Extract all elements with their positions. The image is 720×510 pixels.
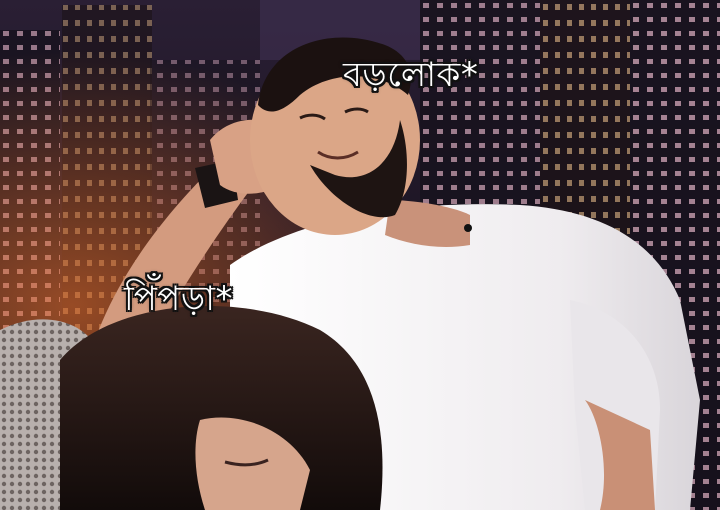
caption-ant: পিঁপড়া* (124, 279, 234, 319)
lapel-mic (464, 224, 472, 232)
caption-rich-person: বড়লোক* (343, 55, 479, 95)
